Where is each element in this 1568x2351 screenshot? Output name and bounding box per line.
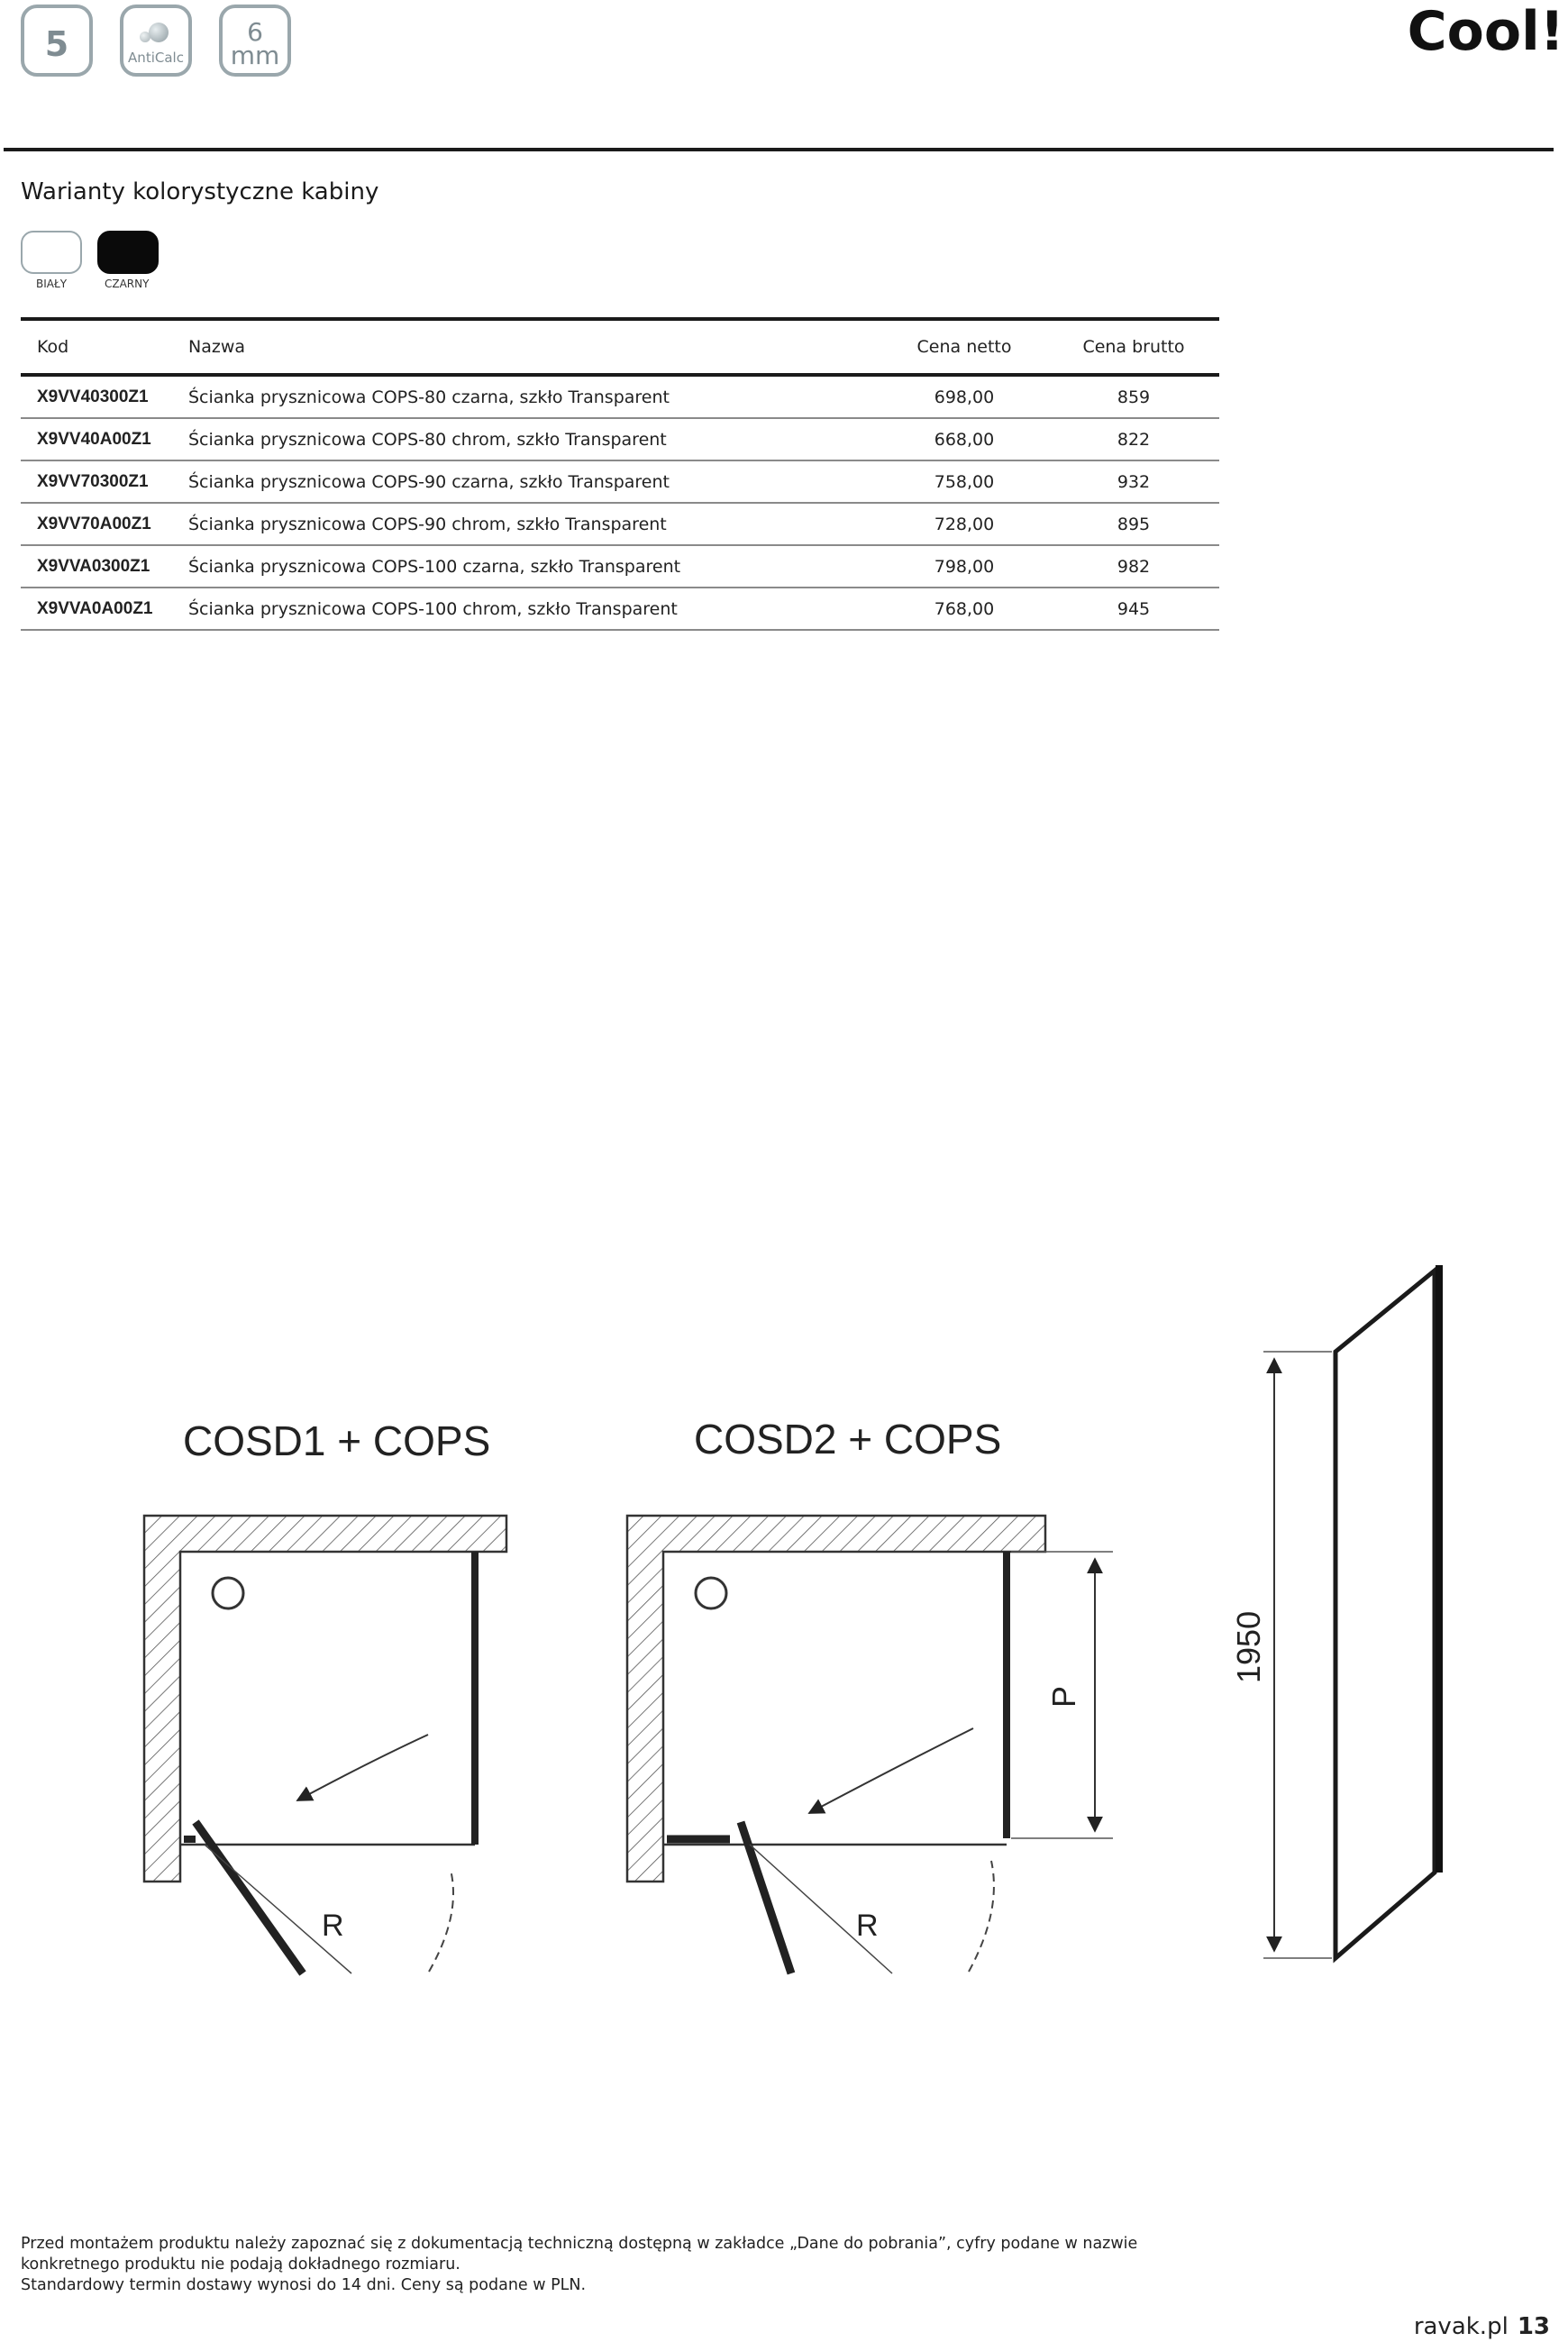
price-table-header (21, 319, 1219, 375)
product-name: Ścianka prysznicowa COPS-80 czarna, szkło Transparent (172, 375, 880, 418)
gross-price: 859 (1032, 375, 1219, 418)
product-name: Ścianka prysznicowa COPS-80 chrom, szkło Transparent (172, 418, 880, 460)
right-swing-arrow (809, 1728, 973, 1813)
net-price: 728,00 (880, 503, 1032, 545)
footnote (21, 2234, 1219, 2296)
glass-thickness-unit: mm (230, 41, 280, 70)
swatch-black-label: CZARNY (105, 278, 150, 290)
table-row (21, 503, 1219, 545)
technical-drawings (0, 1244, 1568, 2000)
gross-price: 822 (1032, 418, 1219, 460)
table-row (21, 460, 1219, 503)
product-code: X9VVA0300Z1 (21, 545, 172, 588)
depth-dimension-label: P (1045, 1685, 1082, 1708)
gross-price: 932 (1032, 460, 1219, 503)
footnote-line-1: Przed montażem produktu należy zapoznać się z dokumentacją techniczną dostępną w zakładce „Dane do pobrania”, cyfry podane w nazwie konkretnego produktu nie podają dokładnego rozmiaru. (21, 2235, 1138, 2274)
product-name: Ścianka prysznicowa COPS-100 czarna, szkło Transparent (172, 545, 880, 588)
page-number: 13 (1517, 2313, 1550, 2340)
header-code: Kod (37, 337, 69, 357)
anticalc-label: AntiCalc (128, 50, 184, 66)
header-gross-price: Cena brutto (1082, 337, 1185, 357)
footer (1414, 2313, 1550, 2340)
product-name: Ścianka prysznicowa COPS-100 chrom, szkło Transparent (172, 588, 880, 630)
right-radius-label: R (856, 1909, 879, 1943)
footer-site: ravak.pl (1413, 2313, 1509, 2340)
diagram-left-title: COSD1 + COPS (183, 1417, 491, 1464)
net-price: 758,00 (880, 460, 1032, 503)
diagram-left (144, 1516, 506, 1973)
header-name: Nazwa (188, 337, 246, 357)
product-code: X9VV70A00Z1 (21, 503, 172, 545)
diagram-right (627, 1516, 1113, 1973)
footnote-line-2: Standardowy termin dostawy wynosi do 14 dni. Ceny są podane w PLN. (21, 2276, 587, 2294)
product-name: Ścianka prysznicowa COPS-90 chrom, szkło Transparent (172, 503, 880, 545)
diagram-right-title: COSD2 + COPS (694, 1416, 1002, 1463)
net-price: 768,00 (880, 588, 1032, 630)
product-line-title: Cool! (1407, 0, 1564, 63)
swatch-white (21, 231, 82, 274)
gross-price: 982 (1032, 545, 1219, 588)
header-divider (4, 148, 1554, 151)
product-code: X9VV40300Z1 (21, 375, 172, 418)
glass-thickness-badge (219, 5, 291, 77)
net-price: 698,00 (880, 375, 1032, 418)
table-row (21, 545, 1219, 588)
anticalc-drop-icon (149, 23, 169, 42)
color-variants-title: Warianty kolorystyczne kabiny (21, 178, 379, 205)
price-table (21, 317, 1219, 631)
gross-price: 895 (1032, 503, 1219, 545)
swatch-white-label: BIAŁY (36, 278, 68, 290)
net-price: 798,00 (880, 545, 1032, 588)
table-row (21, 375, 1219, 418)
left-swing-dashed-arc (429, 1870, 453, 1972)
left-swing-arrow (297, 1735, 428, 1800)
product-name: Ścianka prysznicowa COPS-90 czarna, szkło Transparent (172, 460, 880, 503)
glass-thickness-value: 6 (247, 17, 263, 47)
left-drain-icon (213, 1578, 243, 1608)
table-row (21, 418, 1219, 460)
table-row (21, 588, 1219, 630)
header-net-price: Cena netto (916, 337, 1012, 357)
doors-count-badge (21, 5, 93, 77)
doors-count-value: 5 (44, 24, 69, 64)
product-code: X9VV70300Z1 (21, 460, 172, 503)
anticalc-badge (120, 5, 192, 77)
diagram-elevation (1230, 1265, 1439, 1958)
net-price: 668,00 (880, 418, 1032, 460)
swatch-black (97, 231, 159, 274)
product-code: X9VV40A00Z1 (21, 418, 172, 460)
right-drain-icon (696, 1578, 726, 1608)
gross-price: 945 (1032, 588, 1219, 630)
right-swing-dashed-arc (969, 1861, 994, 1972)
right-wall-hatched (627, 1516, 1045, 1882)
height-dimension-label: 1950 (1230, 1610, 1267, 1683)
left-radius-label: R (322, 1909, 344, 1943)
elevation-glass-panel (1336, 1271, 1435, 1958)
product-code: X9VVA0A00Z1 (21, 588, 172, 630)
